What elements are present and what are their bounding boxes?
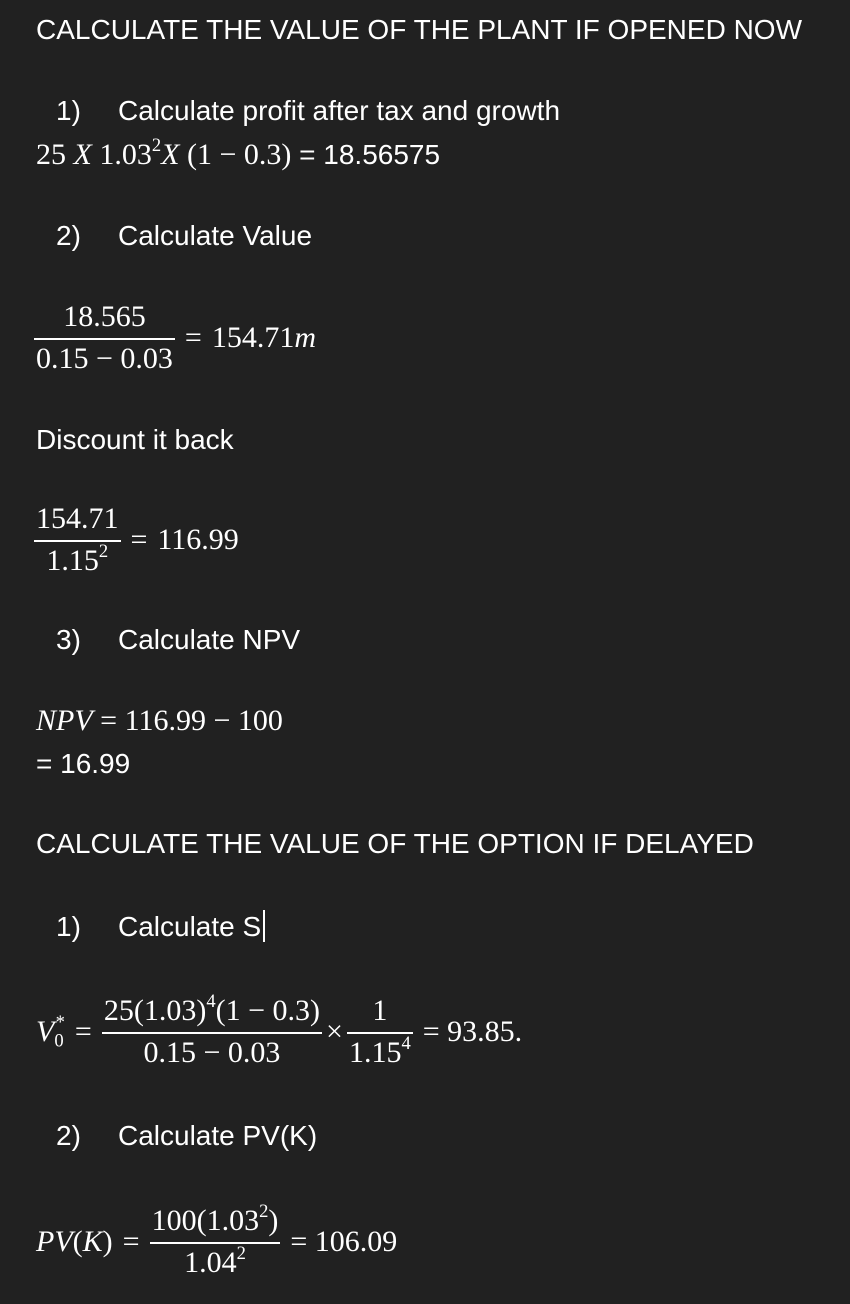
value-equation xyxy=(34,300,316,376)
eq-exponent: 2 xyxy=(151,134,162,156)
step-label: Calculate NPV xyxy=(118,624,301,655)
eq-var-x: X xyxy=(73,138,92,171)
section1-step1 xyxy=(56,95,560,127)
step-number: 3) xyxy=(56,624,81,655)
equals-sign: = xyxy=(130,523,148,556)
fraction-numerator: 1 xyxy=(372,994,388,1027)
fraction-denominator: 1.04$^2$ xyxy=(184,1242,246,1279)
step-label: Calculate PV(K) xyxy=(118,1120,318,1151)
section2-step1 xyxy=(56,910,265,943)
section2-heading: CALCULATE THE VALUE OF THE OPTION IF DELAYED xyxy=(36,828,754,859)
pvk-result: = 106.09 xyxy=(290,1225,398,1258)
value-unit: m xyxy=(294,321,317,354)
text-cursor xyxy=(263,910,265,942)
pvk-fraction xyxy=(150,1200,281,1280)
section1-step2 xyxy=(56,220,312,252)
option-fraction-discount xyxy=(347,994,413,1070)
step-label: Calculate S xyxy=(118,911,262,942)
eq-part: 25 xyxy=(36,138,74,171)
eq-part: (1 − 0.3) xyxy=(179,138,292,171)
npv-result: = 16.99 xyxy=(36,748,131,779)
pvk-variable: PV(K) xyxy=(36,1225,113,1258)
fraction-numerator: $25(1.03)^4(1 - 0.3)$ xyxy=(103,990,321,1027)
eq-result: = 18.56575 xyxy=(291,139,441,170)
discount-result: 116.99 xyxy=(157,523,239,556)
equals-sign: = xyxy=(122,1225,140,1258)
fraction-denominator: 0.15 − 0.03 xyxy=(36,342,173,375)
step-number: 2) xyxy=(56,220,81,251)
npv-equation xyxy=(36,704,283,738)
v0-star-variable: $V_0^*$ xyxy=(36,1011,65,1052)
step-label: Calculate profit after tax and growth xyxy=(118,95,561,126)
option-fraction-main xyxy=(102,990,322,1070)
section1-step3 xyxy=(56,624,300,656)
discount-label: Discount it back xyxy=(36,424,234,455)
step-number: 1) xyxy=(56,95,81,126)
fraction-denominator: 1.15$^4$ xyxy=(348,1032,411,1069)
npv-expression: = 116.99 − 100 xyxy=(92,704,283,737)
profit-equation xyxy=(36,134,441,172)
step-number: 1) xyxy=(56,911,81,942)
step-number: 2) xyxy=(56,1120,81,1151)
option-value-equation xyxy=(36,990,532,1070)
section1-heading: CALCULATE THE VALUE OF THE PLANT IF OPENED NOW xyxy=(36,14,803,45)
fraction-denominator: 0.15 − 0.03 xyxy=(143,1036,281,1069)
value-result: 154.71 xyxy=(211,321,295,354)
equals-sign: = xyxy=(184,321,202,354)
npv-variable: NPV xyxy=(36,704,93,737)
option-result: = 93.85. xyxy=(422,1015,523,1048)
eq-var-x: X xyxy=(161,138,180,171)
eq-part: 1.03 xyxy=(91,138,152,171)
fraction-numerator: 18.565 xyxy=(63,300,146,333)
discount-equation xyxy=(34,502,239,578)
fraction-numerator: 154.71 xyxy=(36,502,119,535)
section2-step2 xyxy=(56,1120,317,1152)
pvk-equation xyxy=(36,1200,407,1280)
step-label: Calculate Value xyxy=(118,220,313,251)
times-sign: × xyxy=(326,1015,343,1048)
fraction-denominator: 1.15$^2$ xyxy=(46,540,109,577)
fraction-numerator: 100(1.03$^2$) xyxy=(151,1200,279,1237)
value-fraction xyxy=(34,300,175,376)
equals-sign: = xyxy=(74,1015,92,1048)
discount-fraction xyxy=(34,502,121,578)
